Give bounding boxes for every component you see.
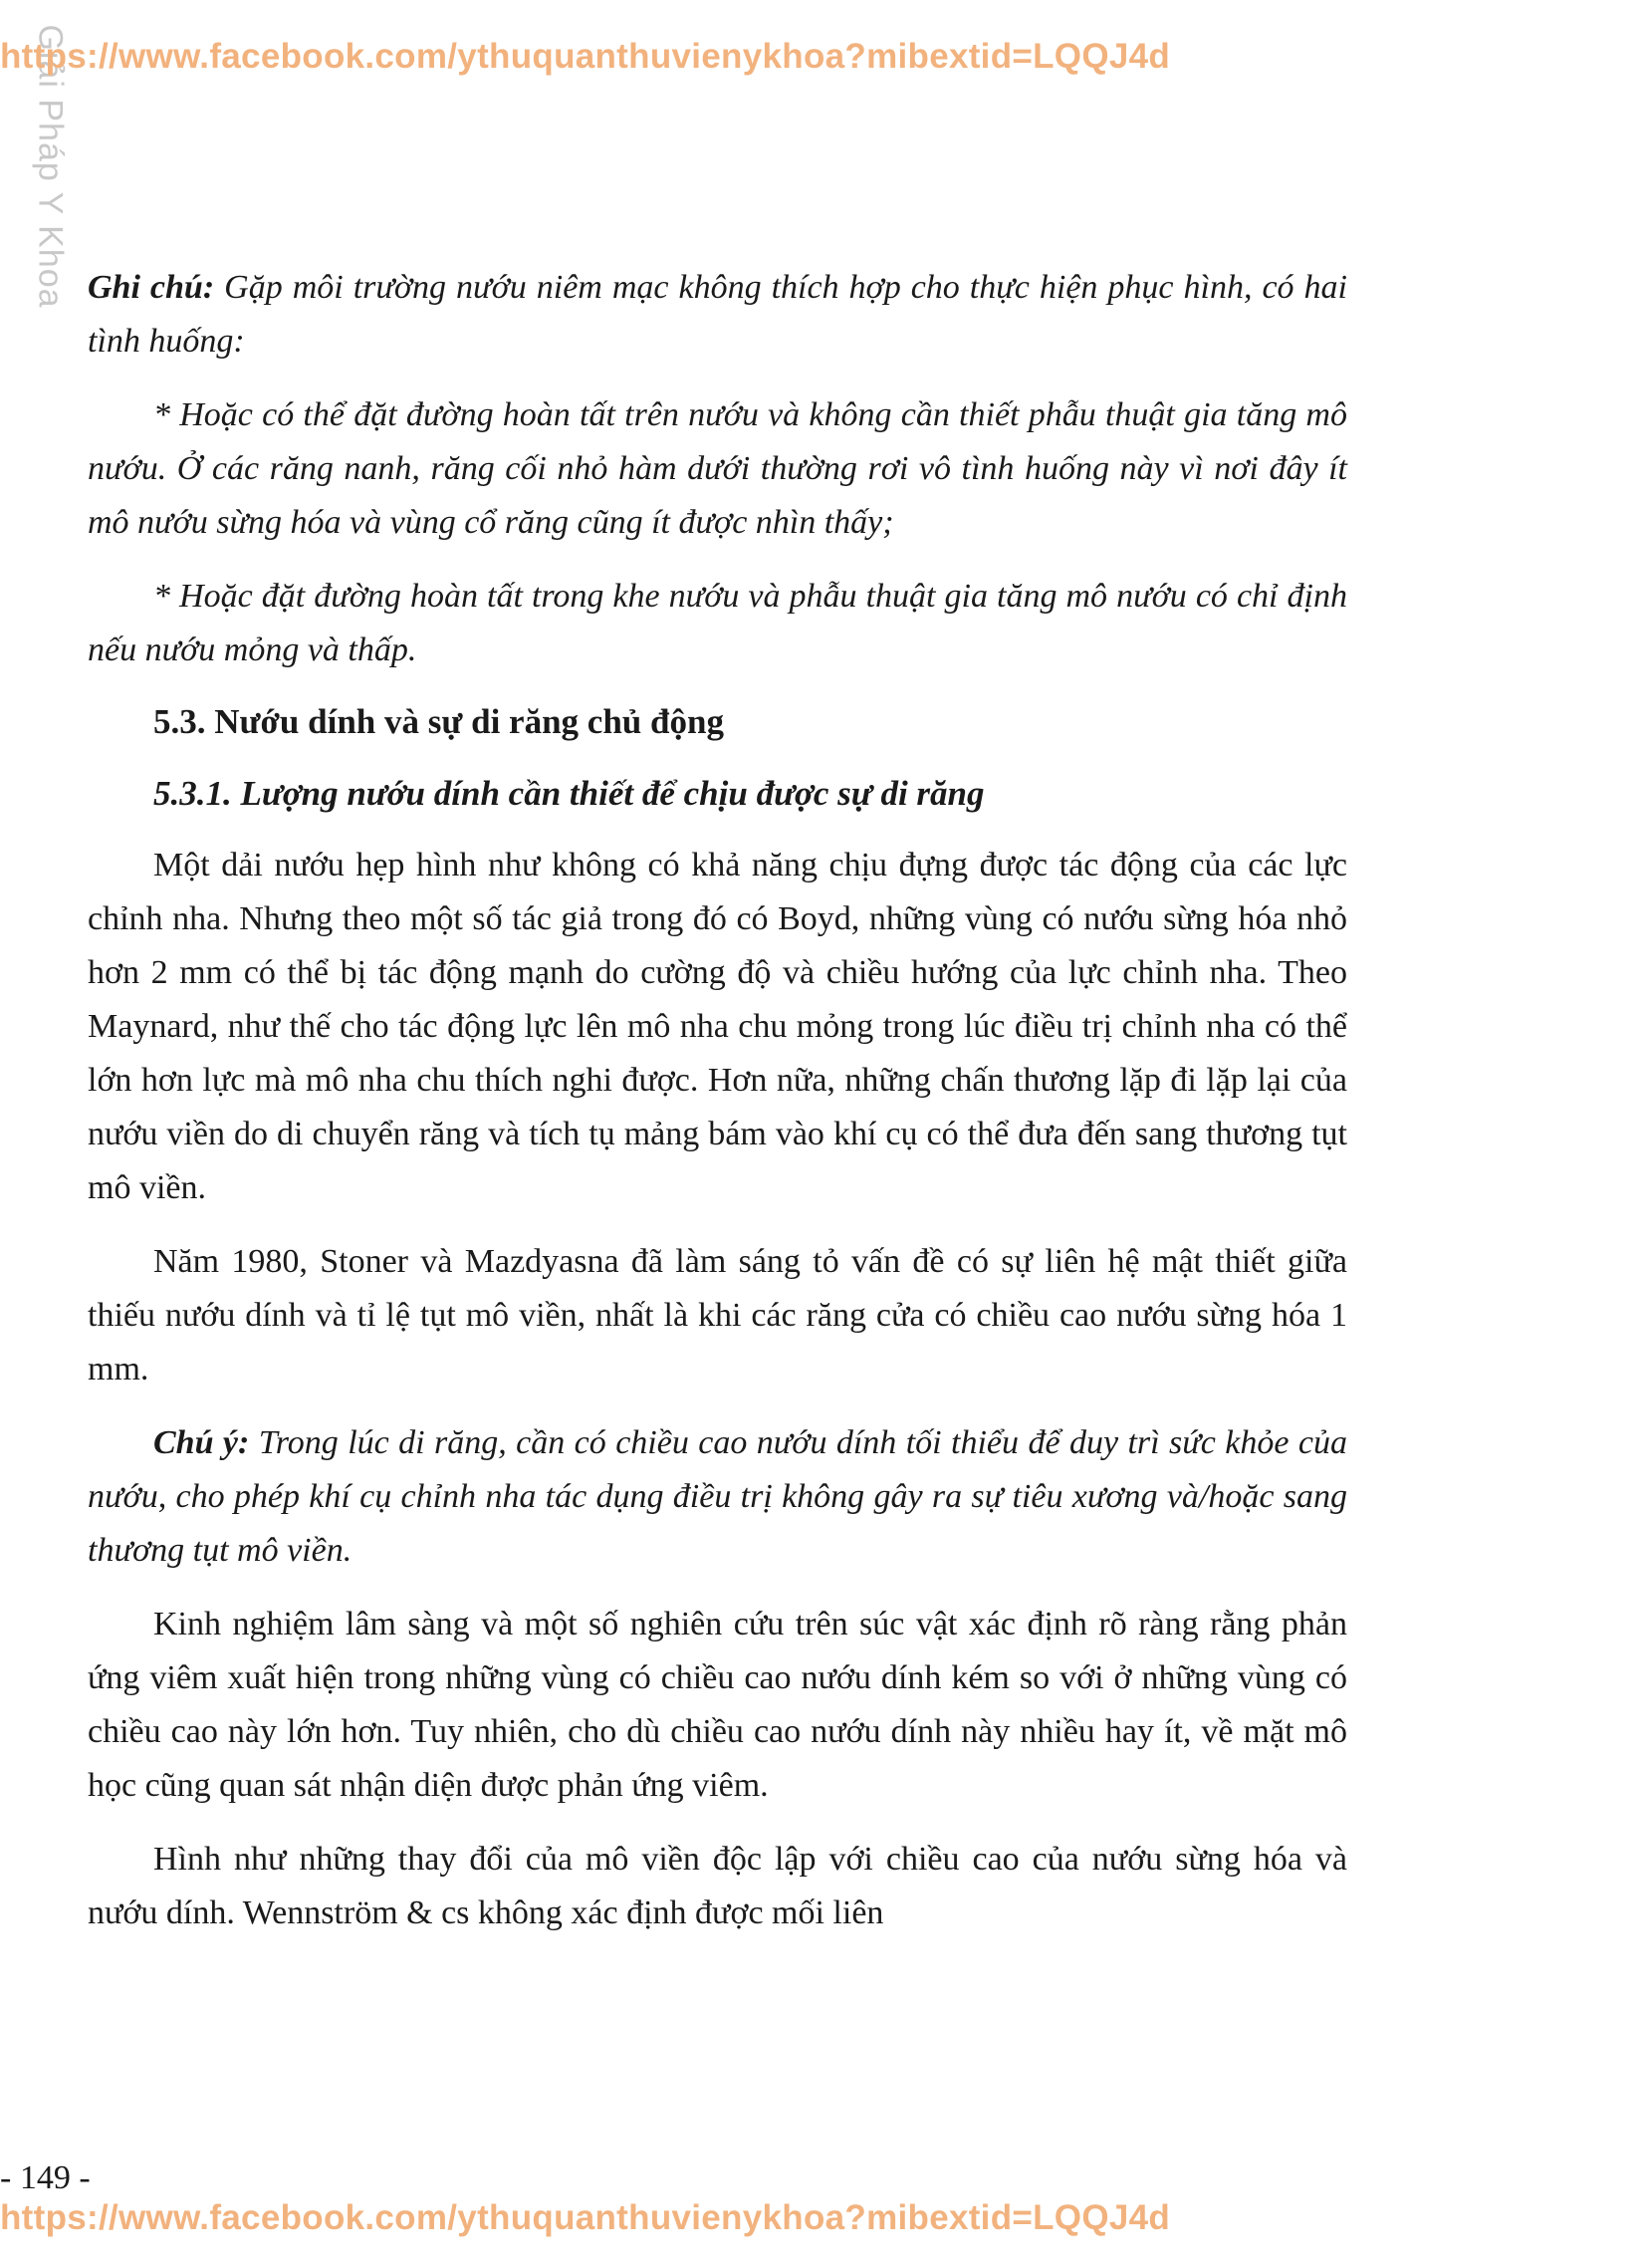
note-chu-y (88, 1416, 1347, 1578)
note-label: Chú ý: (153, 1424, 250, 1461)
watermark-text: Giải Pháp Y Khoa (31, 24, 70, 309)
page-body (88, 261, 1347, 1940)
paragraph-3: Kinh nghiệm lâm sàng và một số nghiên cứu trên súc vật xác định rõ ràng rằng phản ứng viêm xuất hiện trong những vùng có chiều cao nướu dính kém so với ở những vùng có chiều cao này lớn hơn. Tuy nhiên, cho dù chiều cao nướu dính này nhiều hay ít, về mặt mô học cũng quan sát nhận diện được phản ứng viêm. (88, 1606, 1347, 1804)
paragraph-1: Một dải nướu hẹp hình như không có khả năng chịu đựng được tác động của các lực chỉnh nha. Nhưng theo một số tác giả trong đó có Boyd, những vùng có nướu sừng hóa nhỏ hơn 2 mm có thể bị tác động mạnh do cường độ và chiều hướng của lực chỉnh nha. Theo Maynard, như thế cho tác động lực lên mô nha chu mỏng trong lúc điều trị chỉnh nha có thể lớn hơn lực mà mô nha chu thích nghi được. Hơn nữa, những chấn thương lặp đi lặp lại của nướu viền do di chuyển răng và tích tụ mảng bám vào khí cụ có thể đưa đến sang thương tụt mô viền. (88, 847, 1347, 1206)
bullet-option-2: * Hoặc đặt đường hoàn tất trong khe nướu và phẫu thuật gia tăng mô nướu có chỉ định nếu nướu mỏng và thấp. (88, 578, 1347, 668)
header-url: https://www.facebook.com/ythuquanthuvienykhoa?mibextid=LQQJ4d (0, 37, 1171, 76)
note-ghi-chu (88, 261, 1347, 369)
bullet-option-1: * Hoặc có thể đặt đường hoàn tất trên nướu và không cần thiết phẫu thuật gia tăng mô nướu. Ở các răng nanh, răng cối nhỏ hàm dưới thường rơi vô tình huống này vì nơi đây ít mô nướu sừng hóa và vùng cổ răng cũng ít được nhìn thấy; (88, 396, 1347, 541)
note-text: Gặp môi trường nướu niêm mạc không thích hợp cho thực hiện phục hình, có hai tình huống: (88, 269, 1347, 360)
note-text: Trong lúc di răng, cần có chiều cao nướu dính tối thiểu để duy trì sức khỏe của nướu, cho phép khí cụ chỉnh nha tác dụng điều trị không gây ra sự tiêu xương và/hoặc sang thương tụt mô viền. (88, 1424, 1347, 1569)
footer-url: https://www.facebook.com/ythuquanthuvienykhoa?mibextid=LQQJ4d (0, 2198, 1171, 2237)
note-label: Ghi chú: (88, 269, 215, 306)
section-heading: 5.3. Nướu dính và sự di răng chủ động (153, 702, 724, 741)
paragraph-2: Năm 1980, Stoner và Mazdyasna đã làm sáng tỏ vấn đề có sự liên hệ mật thiết giữa thiếu nướu dính và tỉ lệ tụt mô viền, nhất là khi các răng cửa có chiều cao nướu sừng hóa 1 mm. (88, 1243, 1347, 1387)
paragraph-4: Hình như những thay đổi của mô viền độc lập với chiều cao của nướu sừng hóa và nướu dính. Wennström & cs không xác định được mối liên (88, 1841, 1347, 1931)
subsection-heading: 5.3.1. Lượng nướu dính cần thiết để chịu được sự di răng (153, 774, 985, 813)
page-number: - 149 - (0, 2159, 91, 2196)
